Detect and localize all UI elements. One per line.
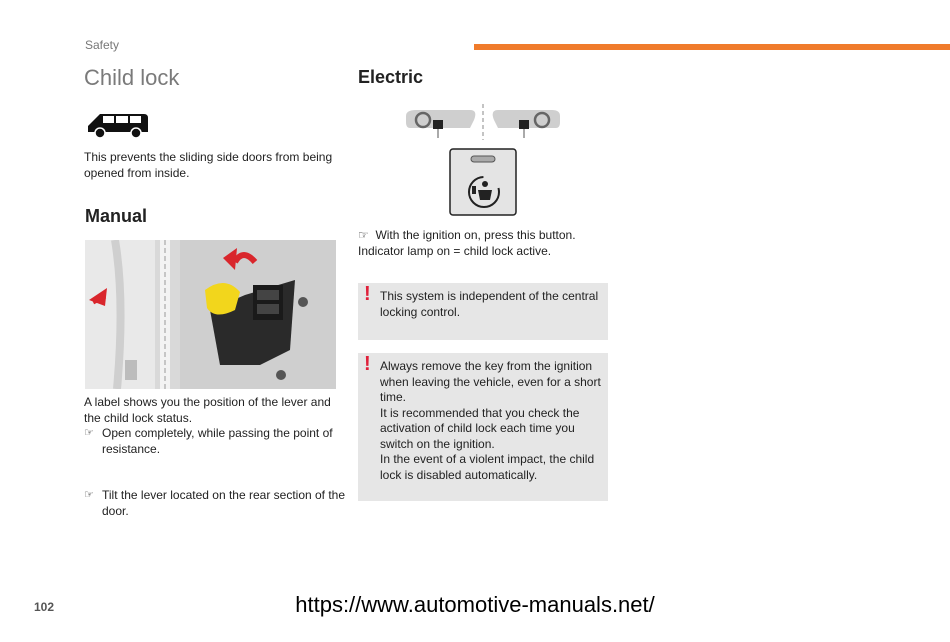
- warning-icon: !: [364, 283, 371, 305]
- dashboard-button-diagram: [400, 100, 565, 218]
- bullet-icon: ☞: [358, 228, 369, 242]
- manual-step-2: [84, 488, 354, 519]
- van-icon: [86, 110, 150, 140]
- instruction-line-1-text: With the ignition on, press this button.: [375, 228, 576, 242]
- door-lock-lever-photo: [85, 240, 336, 389]
- section-accent-bar: [474, 44, 950, 50]
- bullet-icon: ☞: [84, 427, 94, 439]
- page-title: Child lock: [84, 65, 180, 90]
- intro-text: This prevents the sliding side doors from being opened from inside.: [84, 150, 333, 180]
- warning-2-paragraph-1: Always remove the key from the ignition when leaving the vehicle, even for a short time.: [380, 359, 601, 404]
- manual-caption: A label shows you the position of the lever and the child lock status.: [84, 395, 331, 425]
- instruction-line-2: Indicator lamp on = child lock active.: [358, 243, 552, 258]
- warning-2-text: [380, 359, 604, 483]
- manual-step-1: [84, 426, 354, 457]
- warning-1-text: This system is independent of the central locking control.: [380, 289, 599, 319]
- warning-box-1: [358, 283, 608, 340]
- footer-url-link[interactable]: https://www.automotive-manuals.net/: [295, 592, 655, 617]
- warning-2-paragraph-3: In the event of a violent impact, the child lock is disabled automatically.: [380, 452, 595, 482]
- manual-step-2-text: Tilt the lever located on the rear section of the door.: [102, 488, 346, 518]
- electric-instructions: [358, 228, 618, 259]
- section-label: Safety: [85, 38, 120, 52]
- page-number: 102: [34, 600, 55, 614]
- warning-box-2: [358, 353, 608, 501]
- electric-heading: Electric: [358, 67, 424, 87]
- bullet-icon: ☞: [84, 489, 94, 501]
- warning-2-paragraph-2: It is recommended that you check the activation of child lock each time you switch on the ignition.: [380, 405, 580, 451]
- instruction-line-1: [358, 228, 618, 244]
- warning-icon: !: [364, 353, 371, 375]
- manual-heading: Manual: [85, 206, 148, 226]
- manual-step-1-text: Open completely, while passing the point of resistance.: [102, 426, 333, 456]
